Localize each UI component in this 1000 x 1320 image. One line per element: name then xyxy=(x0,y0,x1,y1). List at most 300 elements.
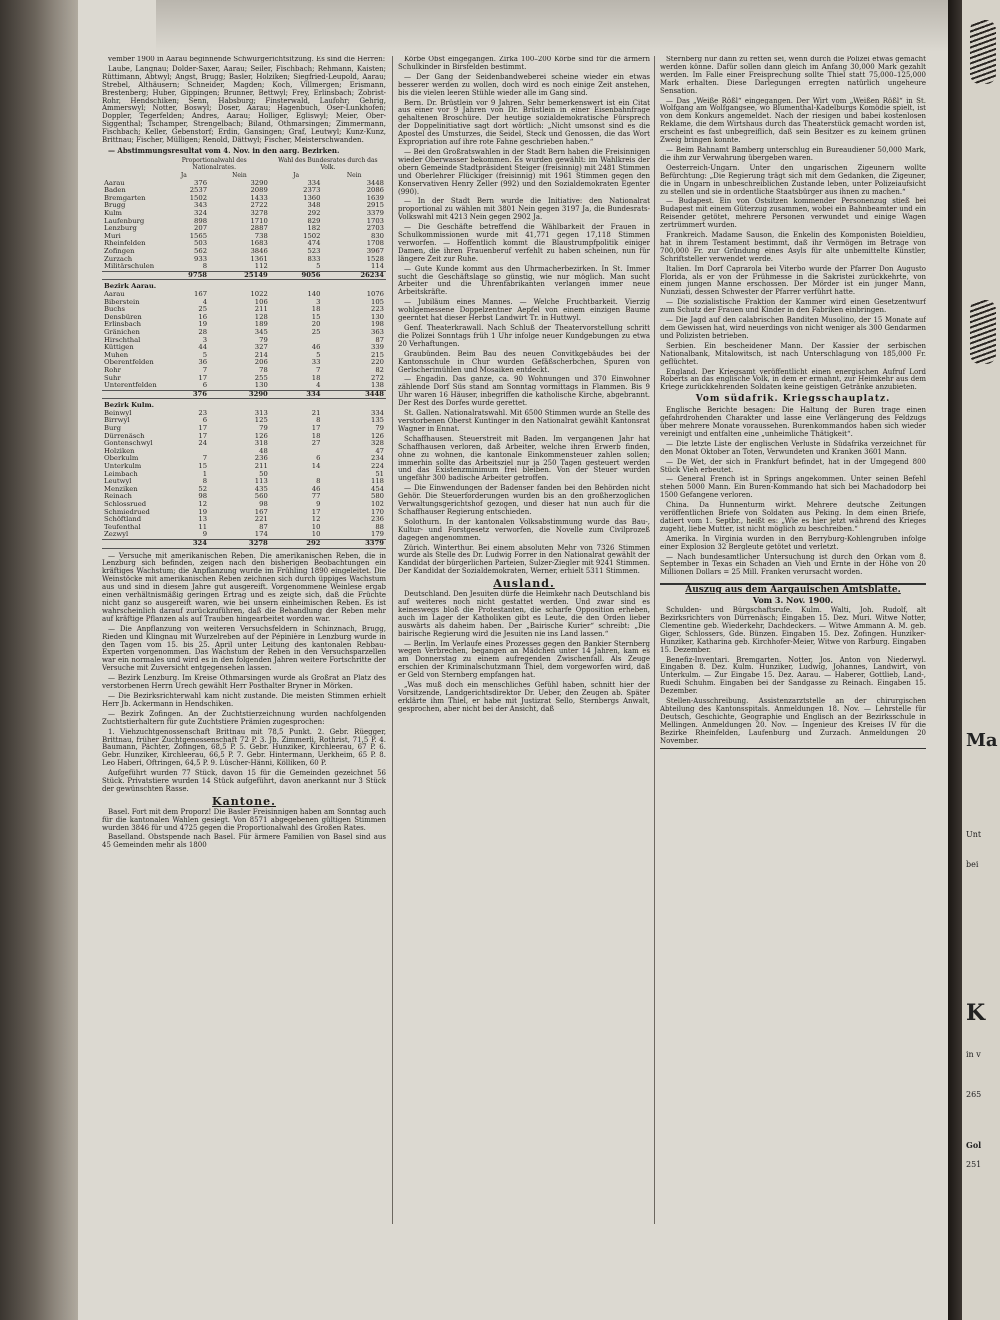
vote-count: 435 xyxy=(254,484,268,493)
vote-count: 221 xyxy=(254,515,268,524)
vote-count: 738 xyxy=(254,231,268,240)
vote-count: 2887 xyxy=(250,224,268,233)
article-text: — Die letzte Liste der englischen Verluste in Südafrika verzeichnet für den Monat Oktober an Toten, Verwundeten und Kranken 3601 Mann. xyxy=(660,439,926,456)
place-name: Oberentfelden xyxy=(104,358,154,367)
vote-count: 2915 xyxy=(366,201,384,210)
vote-count: 2537 xyxy=(189,186,208,195)
vote-count: 10 xyxy=(311,530,321,539)
article-text: — Nach bundesamtlicher Untersuchung ist durch den Orkan vom 8. September in Texas ein Schaden an Vieh und Ernte in der Höhe von 20 Millionen Dollars = 25 Mill. Franken verursacht worden. xyxy=(660,552,926,577)
vote-count: 272 xyxy=(371,373,384,382)
place-name: Unterkulm xyxy=(104,462,142,471)
vote-count: 523 xyxy=(307,247,321,255)
vote-count: 2722 xyxy=(250,201,268,210)
article-praemien: 1. Viehzuchtgenossenschaft Brittnau mit 78,5 Punkt. 2. Gebr. Rüegger, Brittnau, früher Zuchtgenossenschaft 72 P. 3. Jb. Zimmerli, Rothrist, 71,5 P. 4. Baumann, Pächter, Zofingen, 68,5 P. 5. Gebr. Hunziker, Kirchleerau, 67 P. 6. Gebr. Hunziker, Kirchleerau, 66,5 P. 7. Gebr. Hintermann, Uerkheim, 65 P. 8. Leo Haberi, Oftringen, 64,5 P. 9. Lüscher-Hänni, Kölliken, 60 P. xyxy=(102,727,386,768)
table-row xyxy=(102,291,386,299)
vote-count: 292 xyxy=(307,209,321,218)
vote-count: 376 xyxy=(194,178,208,187)
vote-count: 580 xyxy=(371,492,384,501)
vote-count: 52 xyxy=(198,484,208,493)
vote-count: 1433 xyxy=(250,193,268,202)
place-name: Reinach xyxy=(104,492,132,501)
vote-count: 78 xyxy=(259,365,268,374)
vote-count: 3379 xyxy=(366,209,384,218)
table-row xyxy=(102,195,386,203)
place-name: Leimbach xyxy=(104,469,138,478)
place-name: Zofingen xyxy=(104,247,135,255)
vote-count: 1 xyxy=(202,469,208,478)
vote-count: 27 xyxy=(311,439,321,448)
adjacent-text-fragment: Gol xyxy=(966,1140,982,1150)
column-2 xyxy=(398,56,650,1224)
table-row xyxy=(102,337,386,345)
place-name: Laufenburg xyxy=(104,216,145,225)
ornament-icon xyxy=(970,300,996,364)
vote-count: 79 xyxy=(375,424,384,433)
vote-count: 215 xyxy=(371,350,384,359)
place-name: Rheinfelden xyxy=(104,239,146,248)
vote-count: 1639 xyxy=(366,193,384,202)
vote-count: 82 xyxy=(375,365,384,374)
article-berlin: — Berlin. Im Verlaufe eines Prozesses gegen den Bankier Sternberg wegen Verbrechen, begangen an Mädchen unter 14 Jahren, kam es am Donnerstag zu einem aufregenden Zwischenfall. Als Zeuge erschien der Kriminalschutzmann Thiel, dem vorgeworfen wird, daß er Geld von Sternberg empfangen hat. xyxy=(398,639,650,680)
adjacent-text-fragment: 251 xyxy=(966,1160,982,1169)
table-row xyxy=(102,248,386,256)
vote-count: 211 xyxy=(254,462,268,471)
place-name: Dürrenäsch xyxy=(104,431,145,440)
vote-count: 98 xyxy=(198,492,208,501)
vote-count: 3290 xyxy=(250,178,268,187)
jury-intro: vember 1900 in Aarau beginnende Schwurgerichtsitzung. Es sind die Herren: xyxy=(108,56,386,63)
amtsblatt-entry: Schulden- und Bürgschaftsrufe. Kulm. Walti, Joh. Rudolf, alt Bezirksrichters von Dürrenäsch; Eingaben 15. Dez. Muri. Witwe Notter, Clementine geb. Wiederkehr, Dachdeckers. — Witwe Ammann A. M. geb. Giger, Schlossers, Gde. Bünzen. Eingaben 15. Dez. Zofingen. Hunziker-Hunziker, Katharina geb. Kirchhofer-Meier, Witwe von Rarburg. Eingaben 15. Dezember. xyxy=(660,606,926,654)
ornament-icon xyxy=(970,20,996,84)
place-name: Hirschthal xyxy=(104,335,141,344)
place-name: Erlinsbach xyxy=(104,320,142,329)
vote-count: 198 xyxy=(371,320,384,329)
vote-count: 833 xyxy=(307,254,321,263)
table-total-row xyxy=(102,271,386,280)
column-3 xyxy=(660,56,926,1224)
article-othmarsingen: — Bezirk Lenzburg. Im Kreise Othmarsingen wurde als Großrat an Platz des verstorbenen Herrn Urech gewählt Herr Posthalter Bryner in Mörken. xyxy=(102,674,386,691)
vote-count: 343 xyxy=(194,201,208,210)
place-name: Menziken xyxy=(104,484,138,493)
adjacent-text-fragment: in v xyxy=(966,1050,981,1059)
vote-count: 128 xyxy=(254,312,268,321)
article-reben: — Versuche mit amerikanischen Reben. Die amerikanischen Reben, die in Lenzburg sich befinden, zeigen nach den bisherigen Beobachtungen ein kräftiges Wachstum; die Anpflanzung wurde im Frühling 1890 eingeleitet. Die Weinstöcke mit amerikanischen Reben zeichnen sich durch üppiges Wachstum aus und sind in diesem Jahre gut ausgereift. Vorgenommene Weinlese ergab einen verhältnismäßig geringen Ertrag und es zeigte sich, daß die Früchte nicht ganz so ausgereift waren, wie bei unsern einheimischen Reben. Es ist wahrscheinlich darauf zurückzuführen, daß die Behandlung der Reben mehr auf kräftige Pflanzen als auf Trauben hingearbeitet worden war. xyxy=(102,551,386,623)
total-cell: 3278 xyxy=(209,539,270,548)
article-text: — In der Stadt Bern wurde die Initiative: den Nationalrat proportional zu wählen mit 3801 Nein gegen 3197 Ja, die Bundesrats-Volkswahl mit 4213 Nein gegen 2902 Ja. xyxy=(398,197,650,222)
total-cell: 9056 xyxy=(270,271,323,280)
article-italien: Italien. Im Dorf Caprarola bei Viterbo wurde der Pfarrer Don Augusto Florida, als er von der Frühmesse in die Sakristei zurückkehrte, von einem jungen Manne erschossen. Der Mörder ist ein junger Mann, Nunziati, dessen Schwester der Pfarrer verführt hatte. xyxy=(660,264,926,297)
vote-result-heading: — Abstimmungsresultat vom 4. Nov. in den aarg. Bezirken. xyxy=(108,145,340,155)
article-text: — Jubiläum eines Mannes. — Welche Fruchtbarkeit. Vierzig wohlgemessene Doppelzentner Aepfel von einem einzigen Baume geerntet hat dieser Herbst Landwirt Tr. in Huttwyl. xyxy=(398,298,650,323)
table-row xyxy=(102,321,386,329)
vote-count: 105 xyxy=(371,297,384,306)
article-solothurn: Solothurn. In der kantonalen Volksabstimmung wurde das Bau-, Kultur- und Forstgesetz verworfen, die Novelle zum Civilprozeß dagegen angenommen. xyxy=(398,517,650,542)
article-text: — Beim Bahnamt Bamberg unterschlug ein Bureaudiener 50,000 Mark, die ihm zur Verwahrung übergeben waren. xyxy=(660,145,926,162)
vote-count: 5 xyxy=(316,262,321,271)
vote-count: 189 xyxy=(254,320,268,329)
vote-count: 138 xyxy=(371,381,384,390)
vote-count: 174 xyxy=(254,530,268,539)
table-row xyxy=(102,382,386,390)
vote-count: 328 xyxy=(371,439,384,448)
table-row xyxy=(102,471,386,479)
article-serbien: Serbien. Ein bescheidener Mann. Der Kassier der serbischen Nationalbank, Mitalowitsch, ist nach Unterschlagung von 185,000 Fr. geflüchtet. xyxy=(660,341,926,366)
place-name: Oberkulm xyxy=(104,454,139,463)
total-cell: 3448 xyxy=(322,390,386,399)
vote-count: 318 xyxy=(254,439,268,448)
article-bern: Bern. Dr. Brüstlein vor 9 Jahren. Sehr bemerkenswert ist ein Citat aus einer vor 9 Jahren von Dr. Brüstlein in einer Eisenbahnfrage gehaltenen Broschüre. Der heutige sozialdemokratische Fürsprech der Doppelinitiative sagt dort wörtlich: „Nicht umsonst sind es die Apostel des Umsturzes, die Seidel, Steck und Genossen, die das Wort Expropriation auf ihre rote Fahne geschrieben haben.“ xyxy=(398,98,650,147)
article-text: — Gute Kunde kommt aus den Uhrmacherbezirken. In St. Immer sucht die Geschäftslage so günstig, wie nur möglich. Man sucht Arbeiter und die Uhrenfabrikanten verlangen immer neue Arbeitskräfte. xyxy=(398,264,650,297)
vote-count: 214 xyxy=(254,350,268,359)
vote-count: 15 xyxy=(311,312,321,321)
vote-count: 87 xyxy=(375,335,384,344)
table-row xyxy=(102,524,386,532)
place-name: Rohr xyxy=(104,365,121,374)
article-schaffhausen: Schaffhausen. Steuerstreit mit Baden. Im vergangenen Jahr hat Schaffhausen verloren, daß Arbeiter, welche ihren Erwerb finden, ohne zu wohnen, die kantonale Einkommensteuer zahlen sollen; immerhin sollte das Arbeitsziel nur ja 250 Tagen gesteuert werden und das Existenzminimum frei bleiben. Von der Steuer wurden ungefähr 300 badische Arbeiter getroffen. xyxy=(398,434,650,483)
vote-count: 106 xyxy=(254,297,268,306)
section-title-kriegsschauplatz: Vom südafrik. Kriegsschauplatz. xyxy=(695,394,891,405)
vote-count: 224 xyxy=(371,462,384,471)
vote-count: 3278 xyxy=(250,209,268,218)
vote-count: 1528 xyxy=(366,254,384,263)
vote-count: 2373 xyxy=(303,186,321,195)
table-row xyxy=(102,225,386,233)
article-text: — Die Geschäfte betreffend die Wählbarkeit der Frauen in Schulkommissionen wurde mit 41,771 gegen 17,118 Stimmen verworfen. — Hoffentlich kommt die Blaustrumpfpolitik einiger Damen, die ihren Frauenberuf verfehlt zu haben scheinen, nun für längere Zeit zur Ruhe. xyxy=(398,223,650,263)
article-china: China. Da Hunnenturm wirkt. Mehrere deutsche Zeitungen veröffentlichen Briefe von Soldaten aus Peking. In dem einen Briefe, datiert vom 1. Septbr., heißt es: „Wie es hier jetzt während des Krieges zugeht, liebe Mutter, ist nicht möglich zu beschreiben.“ xyxy=(660,501,926,533)
vote-count: 2086 xyxy=(366,186,384,195)
place-name: Bremgarten xyxy=(104,193,146,202)
place-name: Gontenschwyl xyxy=(104,439,153,448)
adjacent-text-fragment: Unt xyxy=(966,830,982,839)
vote-count: 1708 xyxy=(366,239,384,248)
article-text: — Budapest. Ein von Ostsitzen kommender Personenzug stieß bei Budapest mit einem Güterzug zusammen, wobei ein Bahnbeamter und ein Reisender getötet, mehrere Personen verwundet und einige Wagen zertrümmert wurden. xyxy=(660,197,926,230)
article-deutschland: Deutschland. Den Jesuiten dürfe die Heimkehr nach Deutschland bis auf weiteres noch nicht gestattet werden. Und zwar sind es keineswegs bloß die Protestanten, die scharfe Opposition erheben, auch im Lager der Katholiken gibt es Leute, die den Orden lieber auswärts als daheim haben. Der „Bairische Kurier“ schreibt: „Die bairische Regierung wird die Jesuiten nie ins Land lassen.“ xyxy=(398,590,650,638)
vote-count: 16 xyxy=(198,312,208,321)
vote-count: 126 xyxy=(254,431,268,440)
amtsblatt-title: Auszug aus dem Aargauischen Amtsblatte. xyxy=(685,585,901,596)
vote-count: 7 xyxy=(202,454,208,463)
article-amerika: Amerika. In Virginia wurden in den Berryburg-Kohlengruben infolge einer Explosion 32 Bergleute getötet und verletzt. xyxy=(660,534,926,551)
article-zofingen: — Bezirk Zofingen. An der Zuchtstierzeichnung wurden nachfolgenden Zuchtstierhaltern für gute Zuchtstiere Prämien zugesprochen: xyxy=(102,709,386,726)
vote-count: 46 xyxy=(311,484,321,493)
total-cell: 25149 xyxy=(209,271,270,280)
vote-count: 102 xyxy=(371,500,384,508)
caption-bezirk-kulm: Bezirk Kulm. xyxy=(104,401,155,410)
vote-count: 8 xyxy=(316,477,321,486)
vote-count: 7 xyxy=(202,365,208,374)
amtsblatt-entry: Stellen-Ausschreibung. Assistenzarztstelle an der chirurgischen Abteilung des Kantonsspitals. Anmeldungen 18. Nov. — Lehrstelle für Deutsch, Geschichte, Geographie und Englisch an der Bezirksschule in Mellingen. Anmeldungen 20. Nov. — Ingenieur des Kreises IV für die Bezirke Rheinfelden, Laufenburg und Zurzach. Anmeldungen 20 November. xyxy=(660,697,926,745)
place-name: Unterentfelden xyxy=(104,381,157,390)
table-row xyxy=(102,180,386,188)
vote-count: 167 xyxy=(254,507,268,516)
vote-count: 6 xyxy=(202,416,208,425)
vote-count: 255 xyxy=(254,373,268,382)
vote-count: 167 xyxy=(194,289,208,298)
vote-count: 182 xyxy=(307,224,321,233)
vote-count: 17 xyxy=(311,424,321,433)
vote-count: 7 xyxy=(316,365,321,374)
place-name: Schmiedrued xyxy=(104,507,150,516)
article-graubuenden: Graubünden. Beim Bau des neuen Convitkgebäudes bei der Kantonsschule in Chur wurden Gefäßscherbchen, Spuren von Gerlscherimühlen und Mosaiken entdeckt. xyxy=(398,349,650,374)
total-cell: 324 xyxy=(159,539,209,548)
vote-count: 48 xyxy=(259,446,268,455)
article-genf: Genf. Theaterkrawall. Nach Schluß der Theatervorstellung schritt die Polizei Sonntags früh 1 Uhr infolge neuer Kundgebungen zu etwa 20 Verhaftungen. xyxy=(398,324,650,348)
vote-count: 8 xyxy=(316,416,321,425)
vote-count: 1703 xyxy=(366,216,384,225)
vote-count: 14 xyxy=(311,462,321,471)
table-row xyxy=(102,218,386,226)
colhead-proporz: Proportionalwahl des Nationalrates. xyxy=(181,156,247,172)
vote-count: 47 xyxy=(375,446,384,455)
table-row xyxy=(102,448,386,456)
adjacent-text-fragment: Ma xyxy=(966,730,998,751)
vote-count: 2703 xyxy=(366,224,384,233)
vote-count: 19 xyxy=(198,320,208,329)
place-name: Schlossrued xyxy=(104,500,147,508)
vote-count: 79 xyxy=(259,424,268,433)
vote-count: 18 xyxy=(311,431,321,440)
total-cell: 26234 xyxy=(322,271,386,280)
page-gutter xyxy=(948,0,962,1320)
vote-count: 334 xyxy=(371,408,384,417)
vote-count: 19 xyxy=(198,507,208,516)
place-name: Küttigen xyxy=(104,343,134,352)
vote-count: 829 xyxy=(307,216,321,225)
vote-count: 88 xyxy=(375,522,384,531)
article-text: — Engadin. Das ganze, ca. 90 Wohnungen und 370 Einwohner zählende Dorf Süs stand am Sonntag vormittags in Flammen. Bis 9 Uhr waren 16 Häuser, inbegriffen die katholische Kirche, abgebrannt. Der Rest des Dorfes wurde gerettet. xyxy=(398,375,650,408)
vote-count: 21 xyxy=(311,408,321,417)
vote-count: 79 xyxy=(259,335,268,344)
vote-count: 562 xyxy=(194,247,208,255)
jury-list: Laube, Langnau; Dolder-Saxer, Aarau; Seiler, Fischbach; Rehmann, Kaisten; Rüttimann, Abtwyl; Angst, Brugg; Basler, Holziken; Siegfried-Leupold, Aarau; Strebel, Althäusern; Schneider, Magden; Koch, Villmergen; Erismann, Brestenberg; Huber, Gippingen; Brunner, Bettwyl; Frey, Erlinsbach; Zobrist-Rohr, Hendschiken; Senn, Habsburg; Finsterwald, Laufohr; Gehrig, Ammerswyl; Notter, Boswyl; Doser, Aarau; Hagenbuch, Oser-Lunkhofen; Doppler, Tegerfelden; Andres, Aarau; Holliger, Egliswyl; Meier, Ober-Siggenthal; Tschamper, Strengelbach; Biland, Othmarsingen; Zimmermann, Fischbach; Keller, Gebenstorf; Erdin, Gansingen; Graf, Leutwyl; Kunz-Kunz, Brittnau; Fischer, Mülligen; Renold, Dättwyl; Fischer, Meisterschwanden. xyxy=(102,64,386,145)
vote-count: 179 xyxy=(371,530,384,539)
amtsblatt-box xyxy=(660,583,926,748)
vote-count: 313 xyxy=(254,408,268,417)
vote-count: 933 xyxy=(194,254,208,263)
place-name: Baden xyxy=(104,186,126,195)
colhead-nein: Nein xyxy=(232,172,247,180)
place-name: Schöftland xyxy=(104,515,142,524)
page-top-shadow xyxy=(156,0,948,52)
vote-count: 560 xyxy=(254,492,268,501)
vote-count: 211 xyxy=(254,305,268,314)
article-weisses-roessl: — Das „Weiße Rößl“ eingegangen. Der Wirt vom „Weißen Rößl“ in St. Wolfgang am Wolfgangsee, wo Blumenthal-Kadelburgs Komödie spielt, ist von dem Konkurs angemeldet. Nach der riesigen und babei kostenlosen Reklame, die dem Wirtshaus durch das Theaterstück gemacht worden ist, erscheint es fast unbegreiflich, daß sein Besitzer es zu keinem grünen Zweig bringen konnte. xyxy=(660,96,926,145)
table-row xyxy=(102,509,386,517)
adjacent-text-fragment: K xyxy=(966,1000,986,1026)
vote-count: 17 xyxy=(198,431,208,440)
place-name: Leutwyl xyxy=(104,477,132,486)
vote-count: 1683 xyxy=(250,239,268,248)
vote-count xyxy=(159,448,209,456)
table-row xyxy=(102,425,386,433)
table-row xyxy=(102,516,386,524)
vote-count: 114 xyxy=(371,262,384,271)
total-cell xyxy=(102,390,159,399)
place-name: Birrwyl xyxy=(104,416,130,425)
caption-bezirk-aarau: Bezirk Aarau. xyxy=(104,282,157,291)
table-row xyxy=(102,367,386,375)
vote-count: 345 xyxy=(254,327,268,336)
place-name: Aarau xyxy=(104,289,125,298)
total-cell xyxy=(102,271,159,280)
table-row xyxy=(102,344,386,352)
vote-count: 3846 xyxy=(250,247,268,255)
vote-count: 10 xyxy=(311,522,321,531)
vote-count: 24 xyxy=(198,439,208,448)
total-cell: 292 xyxy=(270,539,323,548)
table-row xyxy=(102,299,386,307)
colhead-nein: Nein xyxy=(346,172,362,180)
vote-count: 348 xyxy=(307,201,321,210)
vote-count: 223 xyxy=(371,305,384,314)
vote-count: 130 xyxy=(371,312,384,321)
vote-count: 1710 xyxy=(250,216,268,225)
vote-count: 8 xyxy=(202,262,208,271)
table-total-row xyxy=(102,539,386,548)
vote-count: 12 xyxy=(311,515,321,524)
vote-count: 25 xyxy=(198,305,208,314)
article-zuerich: Zürich. Winterthur. Bei einem absoluten Mehr von 7326 Stimmen wurde als Stelle des Dr. Ludwig Forrer in den Nationalrat gewählt der Kandidat der bürgerlichen Parteien, Sulzer-Ziegler mit 9241 Stimmen. Der Kandidat der Sozialdemokraten, Werner, erhielt 5311 Stimmen. xyxy=(398,543,650,576)
place-name: Zezwyl xyxy=(104,530,129,539)
article-oesterreich-ungarn: Oesterreich-Ungarn. Unter den ungarischen Zigeunern wollte Befürchtung: „Die Regierung trägt sich mit dem Gedanken, die Zigeuner, die in Ungarn in unbeschreiblichen Zustande leben, unter Polizeiaufsicht zu stellen und sie in ordentliche Staatsbürger aus ihnen zu machen.“ xyxy=(660,163,926,196)
vote-count: 87 xyxy=(259,522,268,531)
total-cell: 334 xyxy=(270,390,323,399)
vote-count: 13 xyxy=(198,515,208,524)
article-text: — De Wet, der sich in Frankfurt befindet, hat in der Umgegend 800 Stück Vieh erbeutet. xyxy=(660,457,926,474)
article-text: Körbe Obst eingegangen. Zirka 100–200 Körbe sind für die ärmern Schulkinder in Birsfelden bestimmt. xyxy=(398,56,650,71)
vote-count: 18 xyxy=(311,373,321,382)
vote-count: 113 xyxy=(254,477,268,486)
article-basel: Basel. Fort mit dem Proporz! Die Basler Freisinnigen haben am Sonntag auch für die kantonalen Wahlen gesiegt. Von 8571 abgegebenen gültigen Stimmen wurden 3846 für und 4725 gegen die Proportionalwahl des Großen Rates. xyxy=(102,807,386,832)
vote-count: 6 xyxy=(202,381,208,390)
amtsblatt-date: Vom 3. Nov. 1900. xyxy=(752,595,834,606)
vote-count: 112 xyxy=(254,262,268,271)
vote-count: 28 xyxy=(198,327,208,336)
vote-count: 3 xyxy=(316,297,321,306)
vote-table-bezirke xyxy=(102,157,386,549)
vote-count: 46 xyxy=(311,343,321,352)
table-row xyxy=(102,455,386,463)
table-row xyxy=(102,486,386,494)
vote-count: 327 xyxy=(254,343,268,352)
column-rule xyxy=(654,56,655,1224)
vote-count: 6 xyxy=(316,454,321,463)
vote-count: 3448 xyxy=(366,178,384,187)
article-text: — Bei den Großratswahlen in der Stadt Bern haben die Freisinnigen wieder Oberwasser bekommen. Es wurden gewählt: im Wahlkreis der obern Gemeinde Stadtpräsident Steiger (freisinnig) mit 2481 Stimmen und Oberlehrer Flückiger (freisinnig) mit 1961 Stimmen gegen den Konservativen Henry Zeller (992) und den Sozialdemokraten Egenter (990). xyxy=(398,147,650,196)
vote-count: 15 xyxy=(198,462,208,471)
total-cell: 3290 xyxy=(209,390,270,399)
place-name: Buchs xyxy=(104,305,126,314)
vote-count: 44 xyxy=(198,343,208,352)
vote-count: 2089 xyxy=(250,186,268,195)
vote-count: 339 xyxy=(371,343,384,352)
table-row xyxy=(102,306,386,314)
vote-count: 474 xyxy=(307,239,321,248)
vote-count: 5 xyxy=(202,350,208,359)
place-name: Teufenthal xyxy=(104,522,141,531)
vote-count: 1022 xyxy=(250,289,268,298)
book-binding-edge xyxy=(0,0,78,1320)
vote-count: 236 xyxy=(254,454,268,463)
total-cell: 9758 xyxy=(159,271,209,280)
vote-count: 50 xyxy=(259,469,268,478)
amtsblatt-entry: Benefiz-Inventari. Bremgarten. Notter, Jos. Anton von Niederwyl. Eingaben 8. Dez. Kulm. Hunziker, Ludwig, Johannes, Landwirt, von Unterkulm. — Zur Eingabe 15. Dez. Aarau. — Haberer, Gottlieb, Land-, Ruedi Schuhm. Eingaben bei der Sandgasse zu Reinach. Eingaben 15. Dezember. xyxy=(660,655,926,696)
vote-count: 503 xyxy=(194,239,208,248)
vote-count: 36 xyxy=(198,358,208,367)
article-aufgefuehrt: Aufgeführt wurden 77 Stück, davon 15 für die Gemeinden gezeichnet 56 Stück. Privatstiere wurden 14 Stück aufgeführt, davon anerkannt nur 3 Stück der gewünschten Rasse. xyxy=(102,769,386,793)
vote-count: 33 xyxy=(311,358,321,367)
article-england: England. Der Kriegsamt veröffentlicht einen energischen Aufruf Lord Roberts an das englische Volk, in dem er ermahnt, zur Heimkehr aus dem Kriege zurückkehrenden Soldaten keine geistigen Getränke anzubieten. xyxy=(660,367,926,392)
colhead-bundesrat: Wahl des Bundesrates durch das Volk. xyxy=(278,156,378,172)
vote-count xyxy=(270,448,323,456)
section-title-kantone: Kantone. xyxy=(212,794,276,808)
vote-count: 1502 xyxy=(303,231,321,240)
article-text: „Was muß doch ein menschliches Gefühl haben, schnitt hier der Vorsitzende, Landgerichtsdirektor Dr. Ueber, den Zeugen ab. Später erklärte ihm Thiel, er habe mit Justizrat Sello, Sternbergs Anwalt, gesprochen, aber nicht bei der Ansicht, daß xyxy=(398,681,650,713)
vote-count: 125 xyxy=(254,416,268,425)
vote-count: 77 xyxy=(311,492,321,501)
vote-count: 236 xyxy=(371,515,384,524)
vote-count: 3 xyxy=(202,335,208,344)
article-reben-2: — Die Anpflanzung von weiteren Versuchsfeldern in Schinznach, Brugg, Rieden und Klingnau mit Wurzelreben auf der Pépinière in Lenzburg wurde in den Tagen vom 15. bis 25. April unter Leitung des kantonalen Rebbau-Experten vorgenommen. Das Wachstum der Reben in den Versuchsparzellen war ein normales und wird es in den folgenden Jahren weitere Fortschritte der Versuche mit Zuversicht entgegensehen lassen. xyxy=(102,624,386,673)
vote-count: 220 xyxy=(371,358,384,367)
vote-count: 17 xyxy=(198,373,208,382)
table-row xyxy=(102,314,386,322)
table-row xyxy=(102,463,386,471)
place-name: Zurzach xyxy=(104,254,133,263)
table-row xyxy=(102,202,386,210)
place-name: Biberstein xyxy=(104,297,140,306)
vote-count: 170 xyxy=(371,507,384,516)
vote-count: 454 xyxy=(371,484,384,493)
article-bezirksrichter: — Die Bezirksrichterwahl kam nicht zustande. Die meisten Stimmen erhielt Herr Jb. Ackermann in Hendschiken. xyxy=(102,691,386,708)
vote-count: 206 xyxy=(254,358,268,367)
vote-count: 1360 xyxy=(303,193,321,202)
vote-count: 130 xyxy=(254,381,268,390)
vote-count: 1502 xyxy=(189,193,208,202)
vote-count: 334 xyxy=(307,178,321,187)
place-name: Lenzburg xyxy=(104,224,137,233)
place-name: Brugg xyxy=(104,201,126,210)
article-st-gallen: St. Gallen. Nationalratswahl. Mit 6500 Stimmen wurde an Stelle des verstorbenen Oberst Kuntinger in den Nationalrat gewählt Kantonsrat Wagner in Ennat. xyxy=(398,409,650,433)
place-name: Beinwyl xyxy=(104,408,132,417)
place-name: Densbüren xyxy=(104,312,142,321)
place-name: Gränichen xyxy=(104,327,140,336)
vote-count: 830 xyxy=(371,231,384,240)
article-text: Englische Berichte besagen: Die Haltung der Buren trage einen gefahrdrohenden Charakter und lasse eine Verlängerung des Feldzugs über mehrere Monate voraussehen. Burenkommandos haben sich wieder vereinigt und entfalten eine „unheimliche Thätigkeit“. xyxy=(660,406,926,438)
table-total-row xyxy=(102,390,386,399)
vote-count: 898 xyxy=(194,216,208,225)
vote-count: 9 xyxy=(316,500,321,508)
adjacent-page-edge xyxy=(962,0,1000,1320)
table-row xyxy=(102,478,386,486)
vote-count: 1565 xyxy=(189,231,208,240)
table-row xyxy=(102,240,386,248)
vote-count xyxy=(270,471,323,479)
table-row xyxy=(102,531,386,539)
vote-count: 11 xyxy=(198,522,208,531)
vote-count: 3967 xyxy=(366,247,384,255)
vote-count: 51 xyxy=(375,469,384,478)
article-text: — Die Jagd auf den calabrischen Banditen Musolino, der 15 Monate auf dem Gewissen hat, wird neuerdings von nicht weniger als 300 Gendarmen und Polizisten betrieben. xyxy=(660,316,926,340)
article-text: — Der Gang der Seidenbandweberei scheine wieder ein etwas besserer werden zu wollen, doch wird es noch einige Zeit anstehen, bis die vielen leeren Stühle wieder alle im Gang sind. xyxy=(398,72,650,97)
total-cell: 376 xyxy=(159,390,209,399)
place-name: Holziken xyxy=(104,446,135,455)
vote-count: 135 xyxy=(371,416,384,425)
place-name: Militärschulen xyxy=(104,262,155,271)
article-text: Sternberg nur dann zu retten sei, wenn durch die Polizei etwas gemacht werden könne. Dafür sollen dann gleich im Anfang 30,000 Mark gezahlt werden. Im Falle einer Freisprechung sollte Thiel statt 75,000–125,000 Mark erhalten. Diese Darlegungen erregten natürlich ungeheure Sensation. xyxy=(660,56,926,95)
vote-count: 25 xyxy=(311,327,321,336)
vote-count: 20 xyxy=(311,320,321,329)
